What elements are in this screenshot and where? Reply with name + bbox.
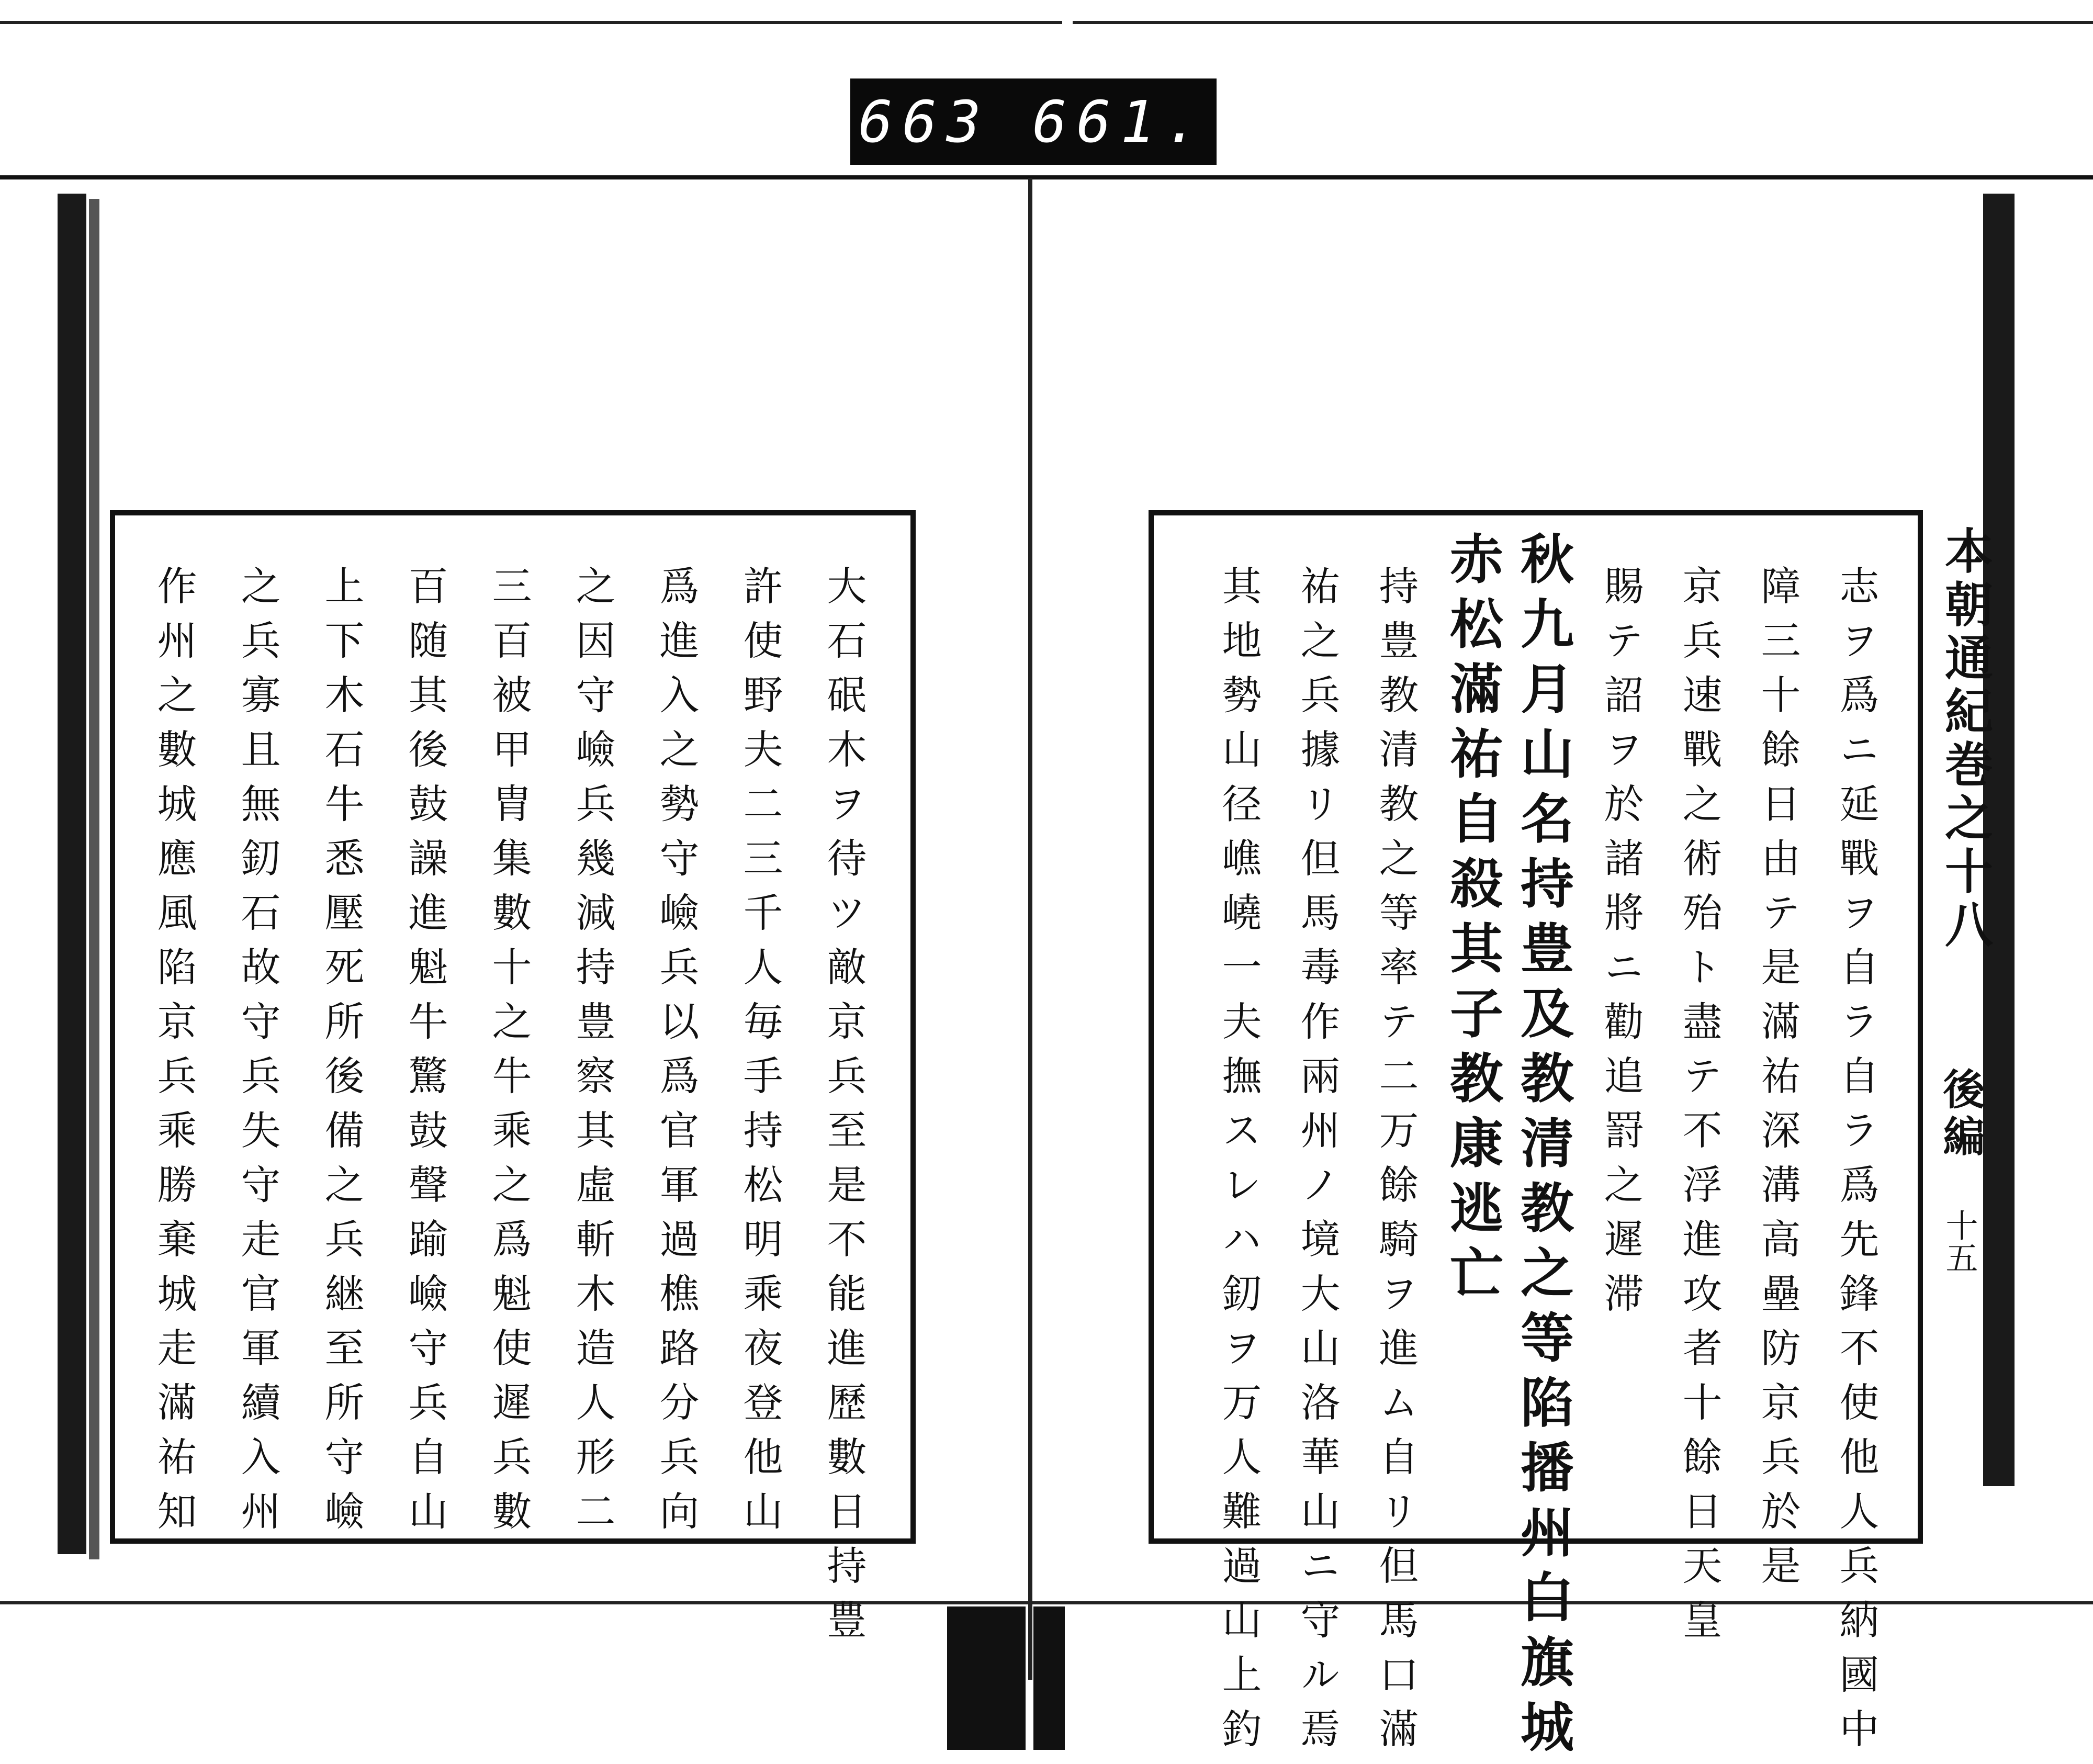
text-column: 上下木石牛悉壓死所後備之兵継至所守嶮 [318, 565, 365, 1545]
folio-number: 十五 [1940, 1209, 1978, 1274]
text-column: 志ヲ爲ニ延戰ヲ自ラ自ラ爲先鋒不使他人兵納國中 [1833, 565, 1880, 1762]
text-column: 之因守嶮兵幾減持豊察其虛斬木造人形二 [569, 565, 616, 1545]
text-column: 爲進入之勢守嶮兵以爲官軍過樵路分兵向 [653, 565, 700, 1545]
film-edge-right [1073, 0, 2093, 24]
text-column: 大石䂥木ヲ待ツ敵京兵至是不能進歷數日持豊 [820, 565, 867, 1654]
section-label: 後編 [1936, 1068, 1985, 1162]
text-column: 之兵寡且無釖石故守兵失守走官軍續入州 [234, 565, 281, 1545]
text-column: 賜テ詔ヲ於諸將ニ勸追罸之遲滞 [1597, 565, 1644, 1327]
left-page-text-block [110, 510, 916, 1654]
text-column: 京兵速戰之術殆ト盡テ不浮進攻者十餘日天皇 [1676, 565, 1723, 1654]
frame-number-label [850, 78, 1217, 165]
text-column: 百随其後鼓譟進魁牛驚鼓聲踰嶮守兵自山 [402, 565, 448, 1545]
book-gutter [1028, 178, 1032, 1680]
left-page-edge [58, 194, 86, 1554]
text-column: 三百被甲胄集數十之牛乘之爲魁使遲兵數 [486, 565, 532, 1545]
heading-column: 秋九月山名持豊及教清教之等陷播州白旗城 [1512, 531, 1574, 1764]
heading-column: 赤松滿祐自殺其子教康逃亡 [1441, 531, 1504, 1310]
gutter-shadow-left [947, 1606, 1026, 1750]
frame-number-1: 663 [858, 88, 991, 155]
text-column: 作州之數城應風陷京兵乘勝棄城走滿祐知 [151, 565, 197, 1545]
text-column: 障三十餘日由テ是滿祐深溝高壘防京兵於是 [1754, 565, 1801, 1599]
text-column: 許使野夫二三千人毎手持松明乘夜登他山 [737, 565, 783, 1545]
book-title-header: 本朝通紀巻之十八 [1937, 526, 1994, 953]
frame-number-2: 661. [1032, 88, 1209, 155]
page-bottom-edge [0, 1601, 2093, 1604]
gutter-shadow-right [1033, 1606, 1065, 1750]
right-page-text-block [1149, 510, 1923, 1764]
left-page-edge-shadow [89, 199, 99, 1559]
text-column: 祐之兵據リ但馬毒作兩州ノ境大山洛華山ニ守ル焉 [1294, 565, 1341, 1762]
film-edge-left [0, 0, 1062, 24]
text-column: 其地勢山径嶕嶢一夫撫スレハ釖ヲ万人難過山上釣 [1216, 565, 1262, 1762]
text-column: 持豊教清教之等率テ二万餘騎ヲ進ム自リ但馬口滿 [1372, 565, 1419, 1762]
